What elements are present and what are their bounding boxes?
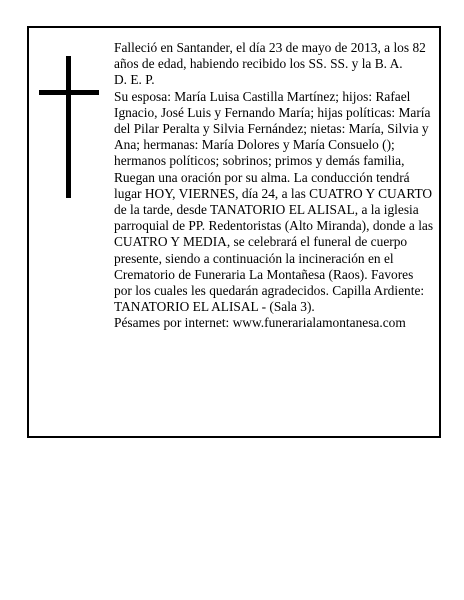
notice-text <box>114 40 434 332</box>
latin-cross-icon <box>39 56 99 198</box>
funeral-details: Ruegan una oración por su alma. La conducción tendrá lugar HOY, VIERNES, día 24, a las CUATRO Y CUARTO de la tarde, desde TANATORIO EL ALISAL, a la iglesia parroquial de PP. Redentoristas (Alto Miranda), donde a las CUATRO Y MEDIA, se celebrará el funeral de cuerpo presente, siendo a continuación la incineración en el Crematorio de Funeraria La Montañesa (Raos). Favores por los cuales les quedarán agradecidos. Capilla Ardiente: TANATORIO EL ALISAL - (Sala 3). <box>114 169 434 315</box>
rip-line: D. E. P. <box>114 72 155 88</box>
cross-horizontal-bar <box>39 90 99 95</box>
death-announcement: Falleció en Santander, el día 23 de mayo de 2013, a los 82 años de edad, habiendo recibido los SS. SS. y la B. A. <box>114 40 426 72</box>
obituary-notice <box>27 26 441 438</box>
condolences-line: Pésames por internet: www.funerarialamontanesa.com <box>114 315 406 331</box>
cross-vertical-bar <box>66 56 71 198</box>
family-list: Su esposa: María Luisa Castilla Martínez; hijos: Rafael Ignacio, José Luis y Fernando María; hijas políticas: María del Pilar Peralta y Silvia Fernández; nietas: María, Silvia y Ana; hermanas: María Dolores y María Consuelo (); hermanos políticos; sobrinos; primos y demás familia, <box>114 88 431 169</box>
